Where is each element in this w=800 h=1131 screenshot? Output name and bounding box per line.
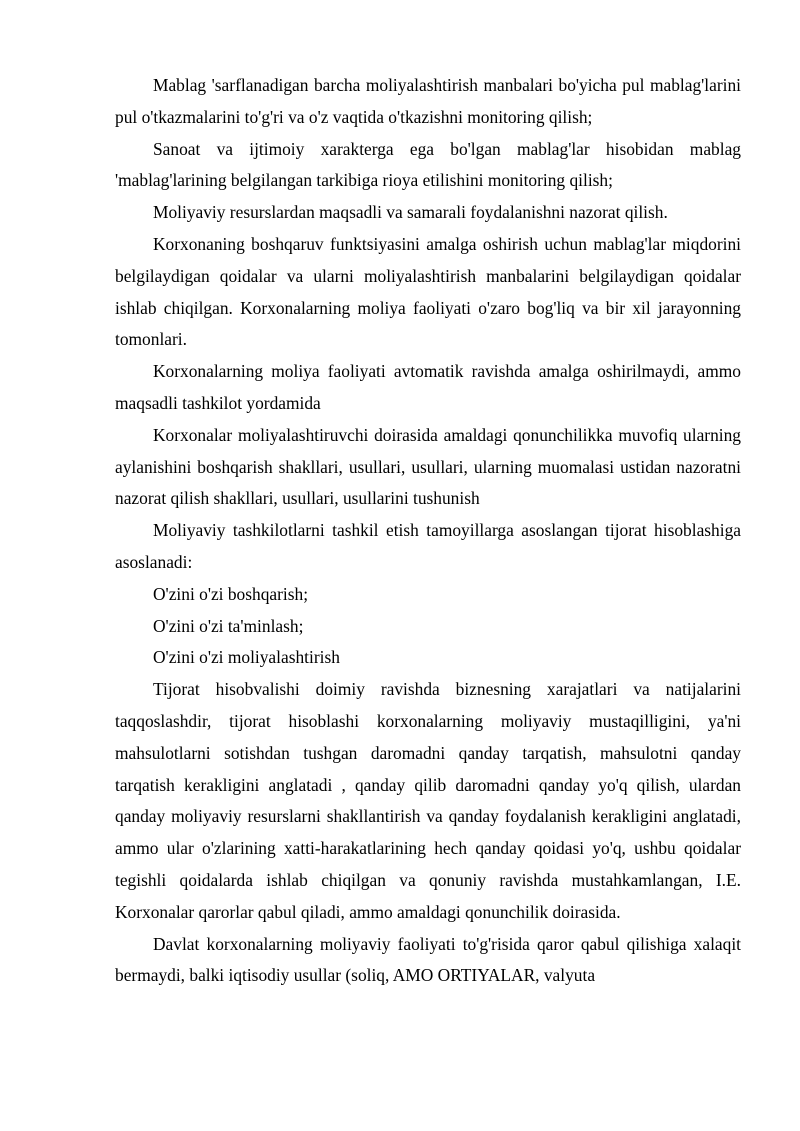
list-item: O'zini o'zi boshqarish; bbox=[153, 583, 309, 604]
paragraph: Tijorat hisobvalishi doimiy ravishda biznesning xarajatlari va natijalarini taqqoslashdir, tijorat hisoblashi korxonalarning moliyaviy mustaqilligini, ya'ni mahsulotlarni sotishdan tushgan daromadni qanday tarqatish, mahsulotni qanday tarqatish kerakligini anglatadi , qanday qilib daromadni qanday yo'q qilish, ulardan qanday moliyaviy resurslarni shakllantirish va qanday foydalanish kerakligini anglatadi, ammo ular o'zlarining xatti-harakatlarining hech qanday qoidasi yo'q, ushbu qoidalar tegishli qoidalarda ishlab chiqilgan va qonuniy ravishda mustahkamlangan, I.E. Korxonalar qarorlar qabul qiladi, ammo amaldagi qonunchilik doirasida. bbox=[115, 679, 741, 922]
paragraph: Korxonaning boshqaruv funktsiyasini amalga oshirish uchun mablag'lar miqdorini belgilaydigan qoidalar va ularni moliyalashtirish manbalarini belgilaydigan qoidalar ishlab chiqilgan. Korxonalarning moliya faoliyati o'zaro bog'liq va bir xil jarayonning tomonlari. bbox=[115, 233, 741, 350]
paragraph: Moliyaviy tashkilotlarni tashkil etish tamoyillarga asoslangan tijorat hisoblashiga asoslanadi: bbox=[115, 520, 741, 572]
paragraph: Korxonalarning moliya faoliyati avtomatik ravishda amalga oshirilmaydi, ammo maqsadli tashkilot yordamida bbox=[115, 361, 741, 413]
paragraph: Davlat korxonalarning moliyaviy faoliyati to'g'risida qaror qabul qilishiga xalaqit bermaydi, balki iqtisodiy usullar (soliq, AMO ORTIYALAR, valyuta bbox=[115, 933, 741, 986]
paragraph: Mablag 'sarflanadigan barcha moliyalashtirish manbalari bo'yicha pul mablag'larini pul o'tkazmalarini to'g'ri va o'z vaqtida o'tkazishni monitoring qilish; bbox=[115, 75, 741, 127]
document-page bbox=[115, 70, 741, 992]
list-item: O'zini o'zi moliyalashtirish bbox=[153, 647, 340, 668]
paragraph: Moliyaviy resurslardan maqsadli va samarali foydalanishni nazorat qilish. bbox=[153, 202, 668, 223]
paragraph: Korxonalar moliyalashtiruvchi doirasida amaldagi qonunchilikka muvofiq ularning aylanishini boshqarish shakllari, usullari, usullari, ularning muomalasi ustidan nazoratni nazorat qilish shakllari, usullari, usullarini tushunish bbox=[115, 424, 741, 509]
paragraph: Sanoat va ijtimoiy xarakterga ega bo'lgan mablag'lar hisobidan mablag 'mablag'larining belgilangan tarkibiga rioya etilishini monitoring qilish; bbox=[115, 138, 741, 191]
list-item: O'zini o'zi ta'minlash; bbox=[153, 615, 304, 636]
